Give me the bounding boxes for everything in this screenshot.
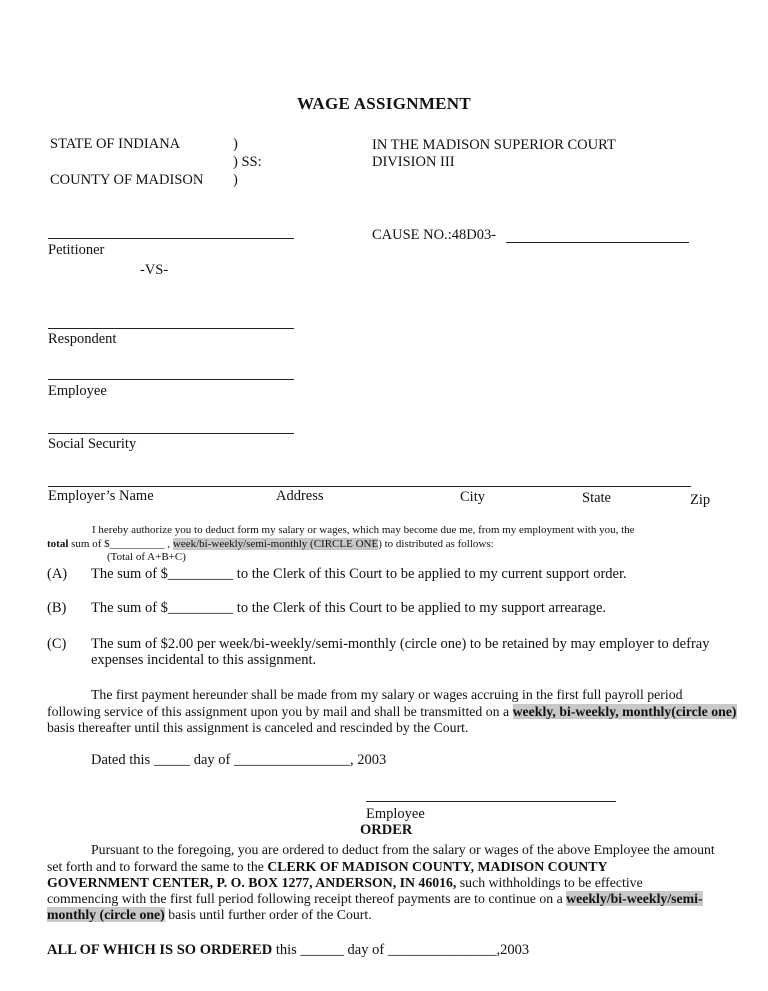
payment-frequency-choice[interactable]: weekly, bi-weekly, monthly(circle one) (512, 704, 737, 719)
petitioner-line[interactable] (48, 238, 294, 239)
order-frequency-choice-1[interactable]: weekly/bi-weekly/semi- (566, 891, 703, 906)
order-line-3-text: such withholdings to be effective (456, 875, 643, 890)
caption-paren-3: ) (233, 172, 238, 188)
total-amount-blank[interactable]: __________ (109, 538, 165, 550)
caption-paren-1: ) (233, 136, 238, 152)
court-division: DIVISION III (372, 154, 455, 170)
employer-line[interactable] (48, 486, 691, 487)
distribution-text: ) to distributed as follows: (378, 538, 494, 550)
order-line-2-text: set forth and to forward the same to the (47, 859, 268, 874)
versus-label: -VS- (140, 262, 169, 278)
first-payment-line-1: The first payment hereunder shall be made from my salary or wages accruing in the first full payroll period (91, 687, 683, 702)
respondent-label: Respondent (48, 331, 117, 347)
page-title: WAGE ASSIGNMENT (296, 94, 472, 113)
first-payment-line-3: basis thereafter until this assignment is canceled and rescinded by the Court. (47, 720, 469, 735)
employer-zip-label: Zip (690, 492, 711, 508)
employee-label: Employee (48, 383, 107, 399)
item-b-label: (B) (47, 600, 67, 616)
court-name: IN THE MADISON SUPERIOR COURT (372, 137, 616, 153)
sum-of-text: sum of $ (68, 538, 110, 550)
item-c-text-2: expenses incidental to this assignment. (91, 652, 317, 668)
employer-address-label: Address (276, 488, 324, 504)
authorization-line-2 (47, 538, 494, 550)
order-line-5 (47, 906, 372, 923)
total-note: (Total of A+B+C) (107, 551, 186, 563)
employer-state-label: State (582, 490, 611, 506)
state-label: STATE OF INDIANA (50, 136, 181, 152)
clerk-name: CLERK OF MADISON COUNTY, MADISON COUNTY (267, 859, 608, 874)
item-c-label: (C) (47, 636, 67, 652)
order-line-3 (47, 874, 643, 891)
order-line-4 (47, 890, 703, 907)
total-label: total (47, 538, 69, 550)
item-a-text: The sum of $_________ to the Clerk of this Court to be applied to my current support order. (91, 566, 627, 582)
comma-text: , (164, 538, 173, 550)
authorization-line-1: I hereby authorize you to deduct form my salary or wages, which may become due me, from my employment with you, the (92, 524, 635, 536)
order-line-5-text: basis until further order of the Court. (164, 907, 372, 922)
employer-city-label: City (460, 489, 485, 505)
social-security-label: Social Security (48, 436, 137, 452)
first-payment-line-2-text: following service of this assignment upon you by mail and shall be transmitted on a (47, 704, 513, 719)
frequency-choice[interactable]: week/bi-weekly/semi-monthly (CIRCLE ONE (172, 538, 379, 550)
order-heading: ORDER (360, 822, 413, 838)
order-line-1: Pursuant to the foregoing, you are ordered to deduct from the salary or wages of the above Employee the amount (91, 842, 715, 857)
clerk-address: GOVERNMENT CENTER, P. O. BOX 1277, ANDERSON, IN 46016, (47, 875, 457, 890)
respondent-line[interactable] (48, 328, 294, 329)
cause-number-line[interactable] (506, 242, 689, 243)
order-line-2 (47, 858, 607, 875)
dated-line[interactable]: Dated this _____ day of ________________, 2003 (91, 752, 387, 768)
item-c-text-1: The sum of $2.00 per week/bi-weekly/semi-monthly (circle one) to be retained by may employer to defray (91, 636, 710, 652)
county-label: COUNTY OF MADISON (50, 172, 204, 188)
order-line-4-text: commencing with the first full period following receipt thereof payments are to continue on a (47, 891, 567, 906)
so-ordered-rest: this ______ day of _______________,2003 (272, 942, 530, 958)
first-payment-line-2 (47, 703, 737, 720)
employee-signature-line[interactable] (366, 801, 616, 802)
caption-paren-ss: ) SS: (233, 154, 262, 170)
cause-number-label: CAUSE NO.:48D03- (372, 227, 497, 243)
item-a-label: (A) (47, 566, 68, 582)
so-ordered-line[interactable] (47, 942, 529, 959)
employee-signature-label: Employee (366, 806, 425, 822)
employee-line[interactable] (48, 379, 294, 380)
item-b-text: The sum of $_________ to the Clerk of this Court to be applied to my support arrearage. (91, 600, 607, 616)
so-ordered-bold: ALL OF WHICH IS SO ORDERED (47, 942, 273, 958)
social-security-line[interactable] (48, 433, 294, 434)
order-frequency-choice-2[interactable]: monthly (circle one) (47, 907, 165, 922)
petitioner-label: Petitioner (48, 242, 105, 258)
employer-name-label: Employer’s Name (48, 488, 154, 504)
